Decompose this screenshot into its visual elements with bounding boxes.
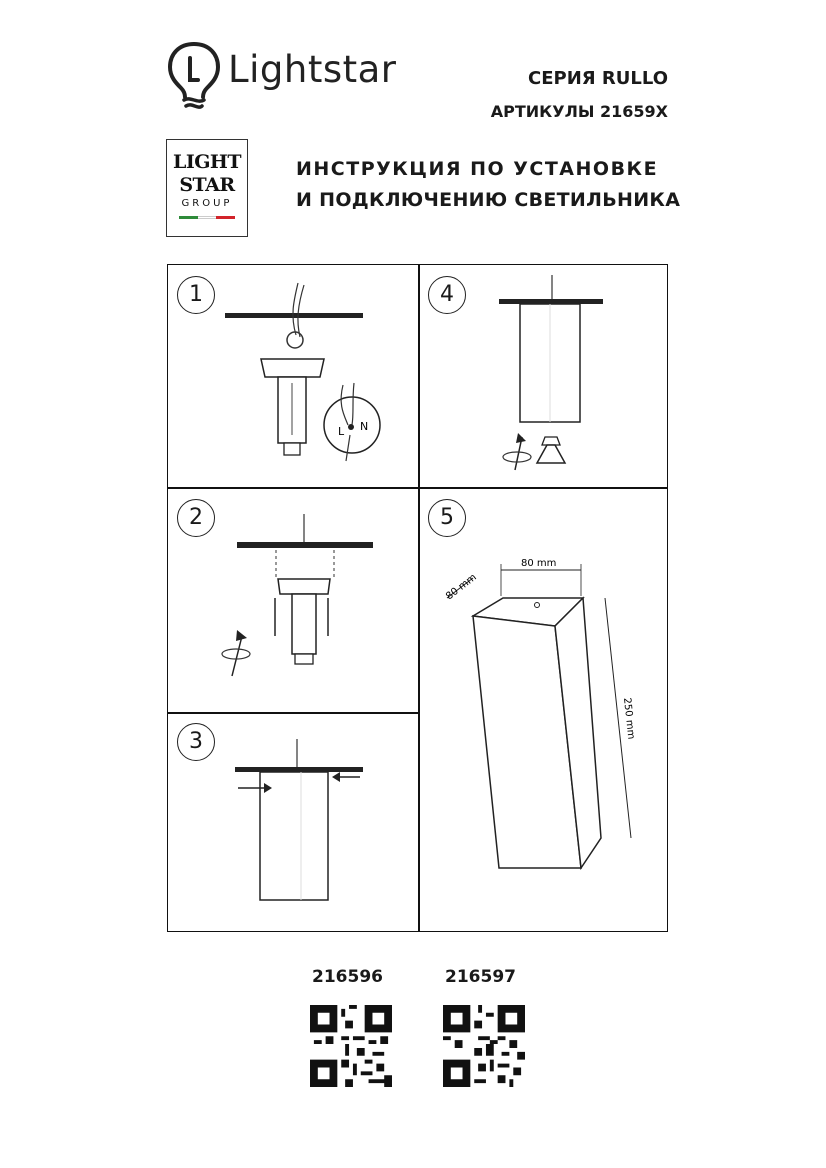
step-5-panel	[418, 487, 668, 932]
wiring-label-l: L	[338, 425, 345, 438]
step-1-number: 1	[177, 276, 215, 314]
group-logo-line-2: STAR	[179, 174, 235, 196]
step-5-number: 5	[428, 499, 466, 537]
dimension-width: 80 mm	[521, 558, 557, 569]
product-code-2: 216597	[445, 967, 516, 987]
step-4-illustration	[419, 265, 669, 490]
step-3-number: 3	[177, 723, 215, 761]
step-1-panel	[167, 264, 420, 489]
dimension-depth: 80 mm	[444, 571, 479, 603]
step-2-illustration	[168, 488, 421, 715]
title-line-2: И ПОДКЛЮЧЕНИЮ СВЕТИЛЬНИКА	[296, 189, 681, 211]
group-logo-line-3: GROUP	[181, 198, 233, 209]
flag-stripe	[179, 216, 235, 219]
step-4-panel	[418, 264, 668, 489]
step-4-number: 4	[428, 276, 466, 314]
dimension-height: 250 mm	[621, 697, 637, 740]
step-2-number: 2	[177, 499, 215, 537]
step-3-panel	[167, 712, 420, 932]
lightstar-group-logo	[166, 139, 248, 237]
series-label: СЕРИЯ RULLO	[528, 68, 668, 89]
step-1-illustration	[168, 265, 421, 490]
title-line-1: ИНСТРУКЦИЯ ПО УСТАНОВКЕ	[296, 158, 659, 180]
product-code-1: 216596	[312, 967, 383, 987]
step-5-illustration	[419, 488, 669, 933]
group-logo-line-1: LIGHT	[172, 151, 242, 173]
qr-code-216597	[443, 1005, 525, 1087]
articles-label: АРТИКУЛЫ 21659X	[490, 102, 668, 121]
step-2-panel	[167, 487, 420, 714]
qr-code-216596	[310, 1005, 392, 1087]
lightstar-bulb-icon	[166, 40, 222, 110]
step-3-illustration	[168, 713, 421, 933]
wiring-label-n: N	[360, 420, 369, 433]
brand-name: Lightstar	[228, 48, 397, 91]
